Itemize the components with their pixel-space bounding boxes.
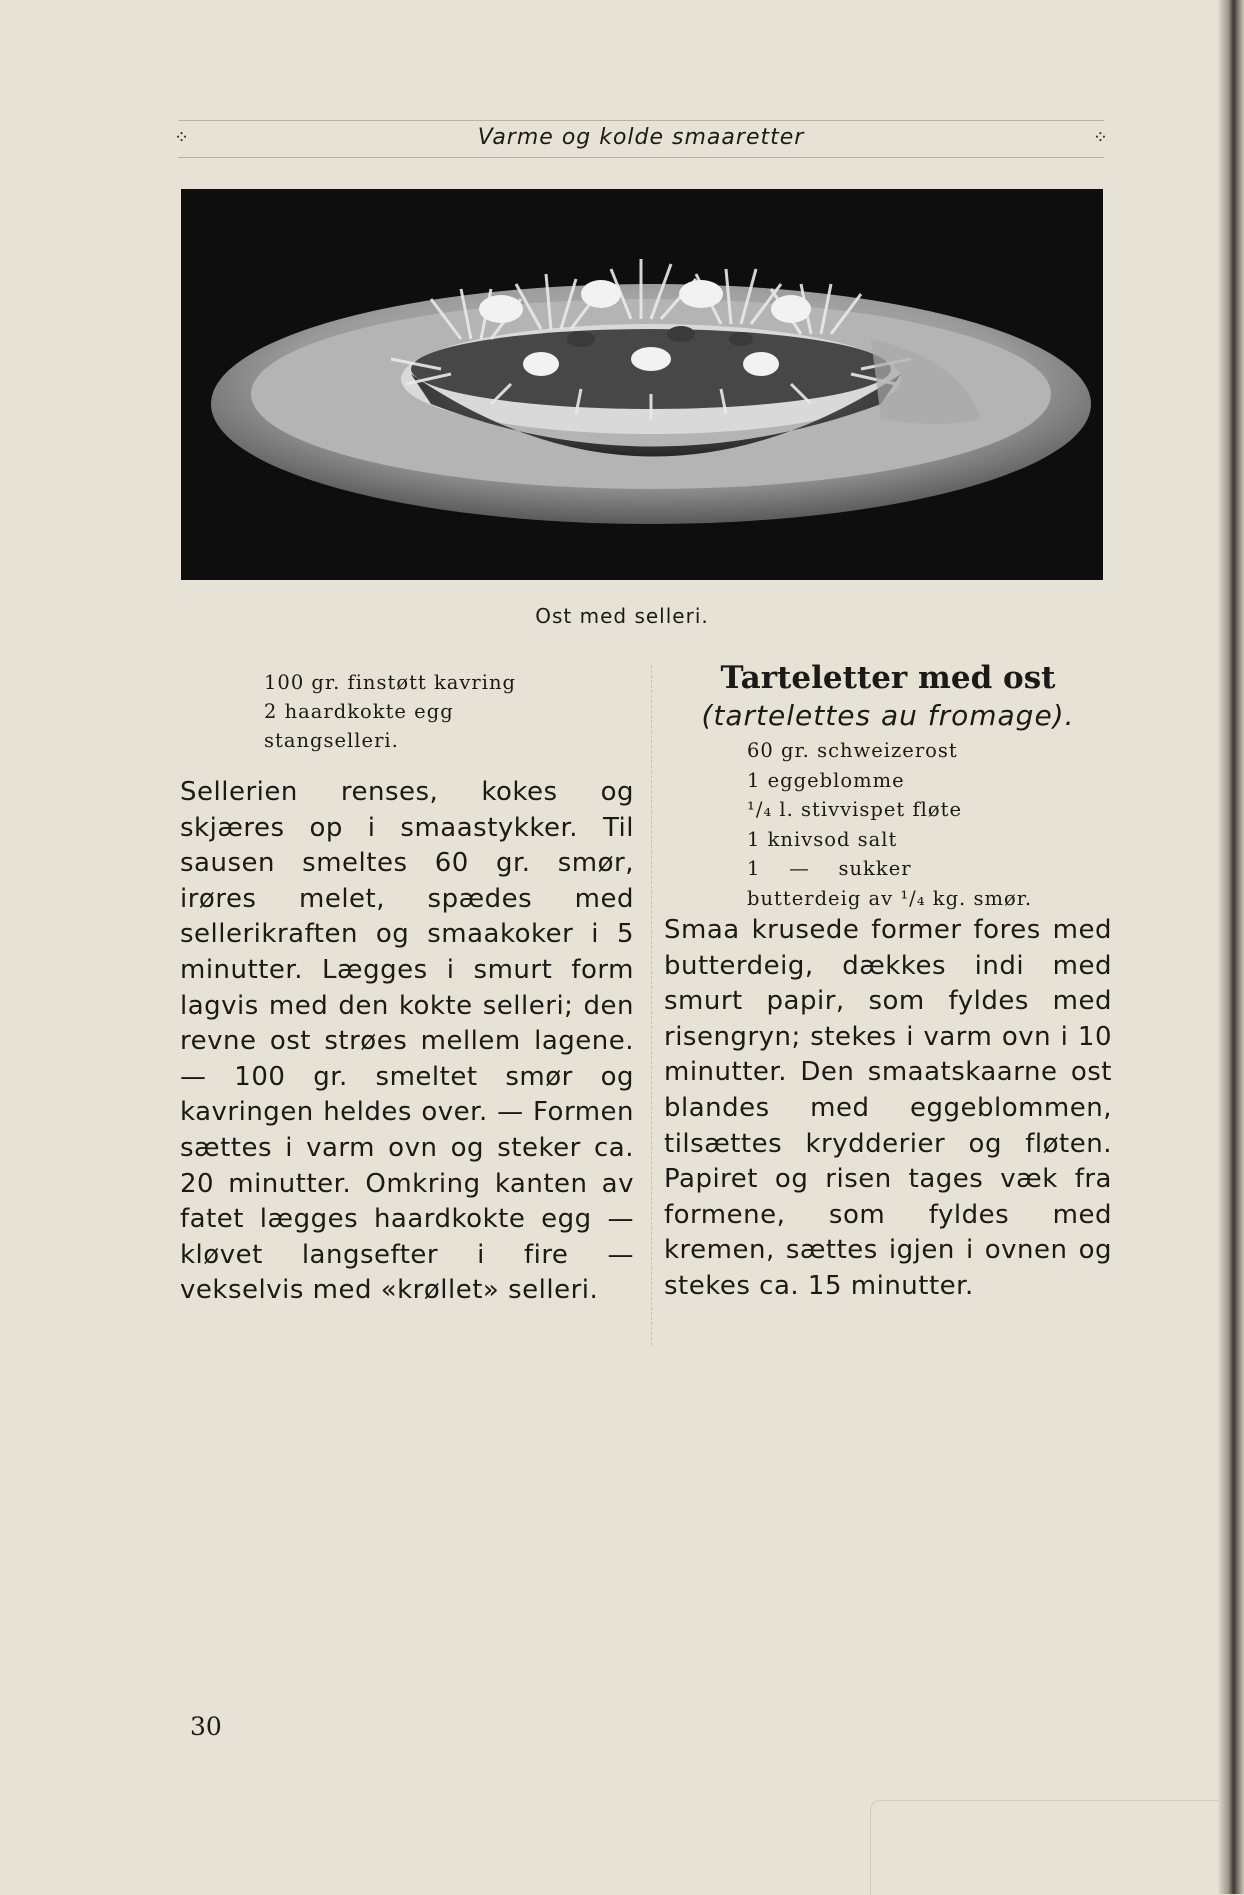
header-title: Varme og kolde smaaretter [477,125,805,150]
page-number: 30 [190,1712,222,1741]
ingredient-item: 60 gr. schweizerost [747,739,958,762]
ingredient-item: stangselleri. [264,729,399,752]
ingredient-item: butterdeig av ¹/₄ kg. smør. [747,886,1033,910]
recipe-right [664,658,1112,1305]
ornament-left-icon: ⁘ [174,127,190,148]
ingredient-item: 1 eggeblomme [747,768,905,792]
ingredient-list [264,668,634,755]
page-corner-tab [870,1800,1231,1895]
ingredient-item: 2 haardkokte egg [264,700,454,723]
recipe-instructions: Smaa krusede former fores med butterdeig, dækkes indi med smurt papir, som fyldes med risengryn; stekes i varm ovn i 10 minutter. Den smaatskaarne ost blandes med eggeblommen, tilsættes krydderier og fløten. Papiret og risen tages væk fra formene, som fyldes med kremen, sættes igjen i ovnen og stekes ca. 15 minutter. [664,915,1112,1301]
ingredient-item: 1 — sukker [747,857,912,880]
recipe-title: Tarteletter med ost [720,660,1056,696]
column-divider [651,665,652,1345]
recipe-instructions: Sellerien renses, kokes og skjæres op i smaastykker. Til sausen smeltes 60 gr. smør, irøres melet, spædes med sellerikraften og smaakoker i 5 minutter. Lægges i smurt form lagvis med den kokte selleri; den revne ost strøes mellem lagene. — 100 gr. smeltet smør og kavringen heldes over. — Formen sættes i varm ovn og steker ca. 20 minutter. Omkring kanten av fatet lægges haardkokte egg — kløvet langsefter i fire — vekselvis med «krøllet» selleri. [180,777,634,1306]
dish-photo [181,189,1103,580]
book-spine-edge [1218,0,1244,1894]
ingredient-list [747,736,1112,913]
ingredient-item: 1 knivsod salt [747,827,898,851]
ornament-right-icon: ⁘ [1092,127,1108,148]
dish-illustration [181,189,1103,580]
running-header [174,120,1108,158]
ingredient-item: 100 gr. finstøtt kavring [264,671,517,694]
ingredient-item: ¹/₄ l. stivvispet fløte [747,798,963,821]
recipe-subtitle: (tartelettes au fromage). [701,699,1075,732]
recipe-left [180,668,634,1309]
photo-caption: Ost med selleri. [535,604,709,628]
